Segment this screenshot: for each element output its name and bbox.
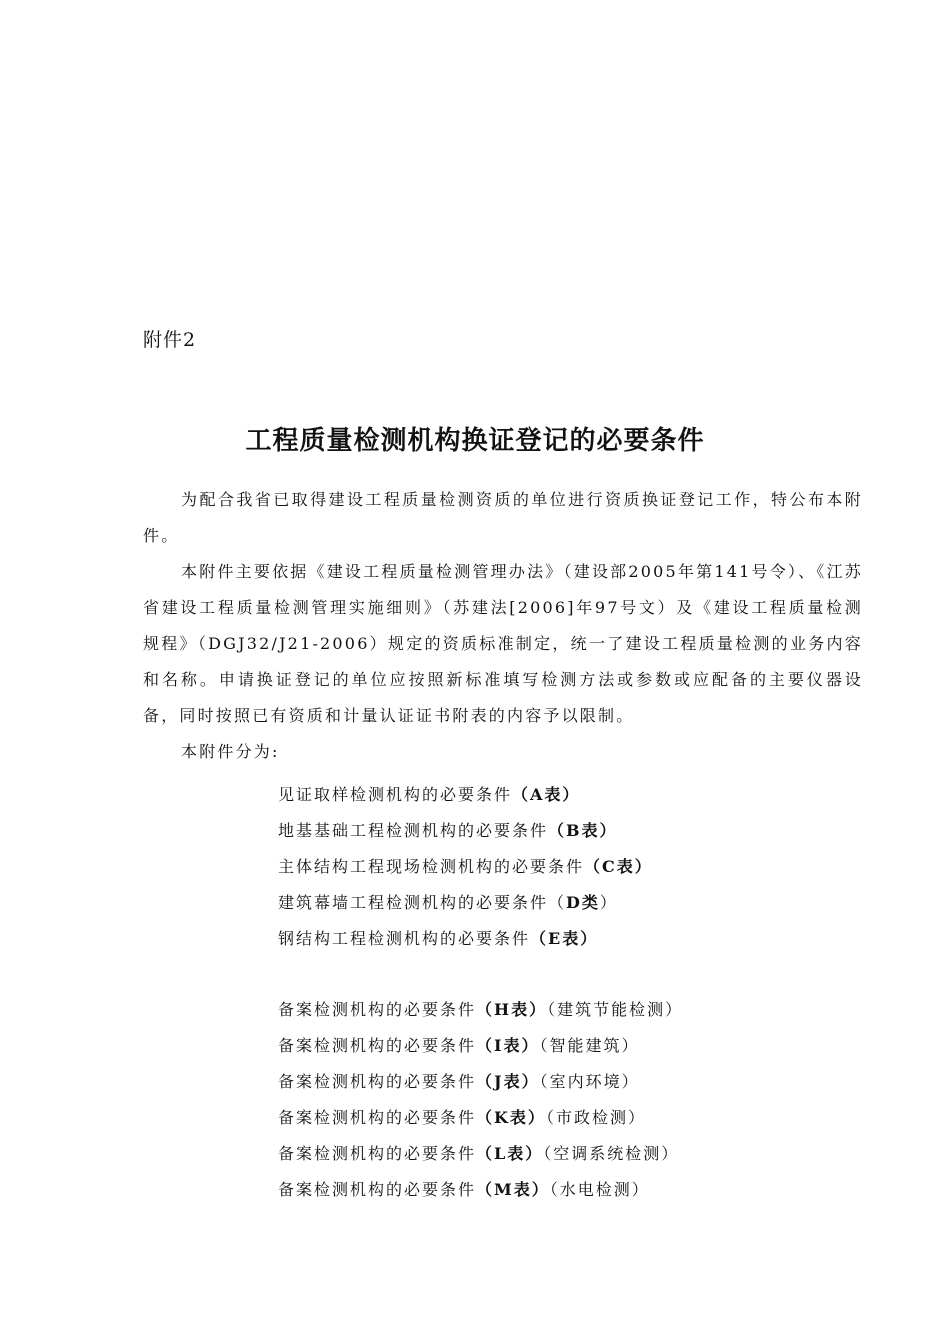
list-item: 主体结构工程现场检测机构的必要条件（C表） [278, 857, 653, 876]
list-item: 备案检测机构的必要条件（L表）（空调系统检测） [278, 1144, 680, 1163]
list-item: 地基基础工程检测机构的必要条件（B表） [278, 821, 618, 840]
paragraph-basis: 本附件主要依据《建设工程质量检测管理办法》（建设部2005年第141号令）、《江苏省建设工程质量检测管理实施细则》（苏建法[2006]年97号文）及《建设工程质量检测规程》（DGJ32/J21-2006）规定的资质标准制定，统一了建设工程质量检测的业务内容和名称。申请换证登记的单位应按照新标准填写检测方法或参数或应配备的主要仪器设备，同时按照已有资质和计量认证证书附表的内容予以限制。 [143, 562, 863, 725]
paragraph-intro: 为配合我省已取得建设工程质量检测资质的单位进行资质换证登记工作，特公布本附件。 [143, 490, 863, 545]
list-group-2 [278, 992, 683, 1208]
list-item: 备案检测机构的必要条件（M表）（水电检测） [278, 1180, 650, 1199]
list-item: 备案检测机构的必要条件（K表）（市政检测） [278, 1108, 646, 1127]
list-group-1 [278, 777, 653, 957]
list-item: 见证取样检测机构的必要条件（A表） [278, 785, 581, 804]
list-item: 备案检测机构的必要条件（I表）（智能建筑） [278, 1036, 640, 1055]
list-item: 备案检测机构的必要条件（H表）（建筑节能检测） [278, 1000, 684, 1019]
body-text [143, 482, 863, 770]
list-item: 备案检测机构的必要条件（J表）（室内环境） [278, 1072, 640, 1091]
paragraph-division: 本附件分为: [181, 742, 280, 761]
document-title: 工程质量检测机构换证登记的必要条件 [245, 426, 705, 456]
list-item: 建筑幕墙工程检测机构的必要条件（D类） [278, 893, 618, 912]
list-item: 钢结构工程检测机构的必要条件（E表） [278, 929, 599, 948]
attachment-label: 附件2 [143, 329, 197, 351]
